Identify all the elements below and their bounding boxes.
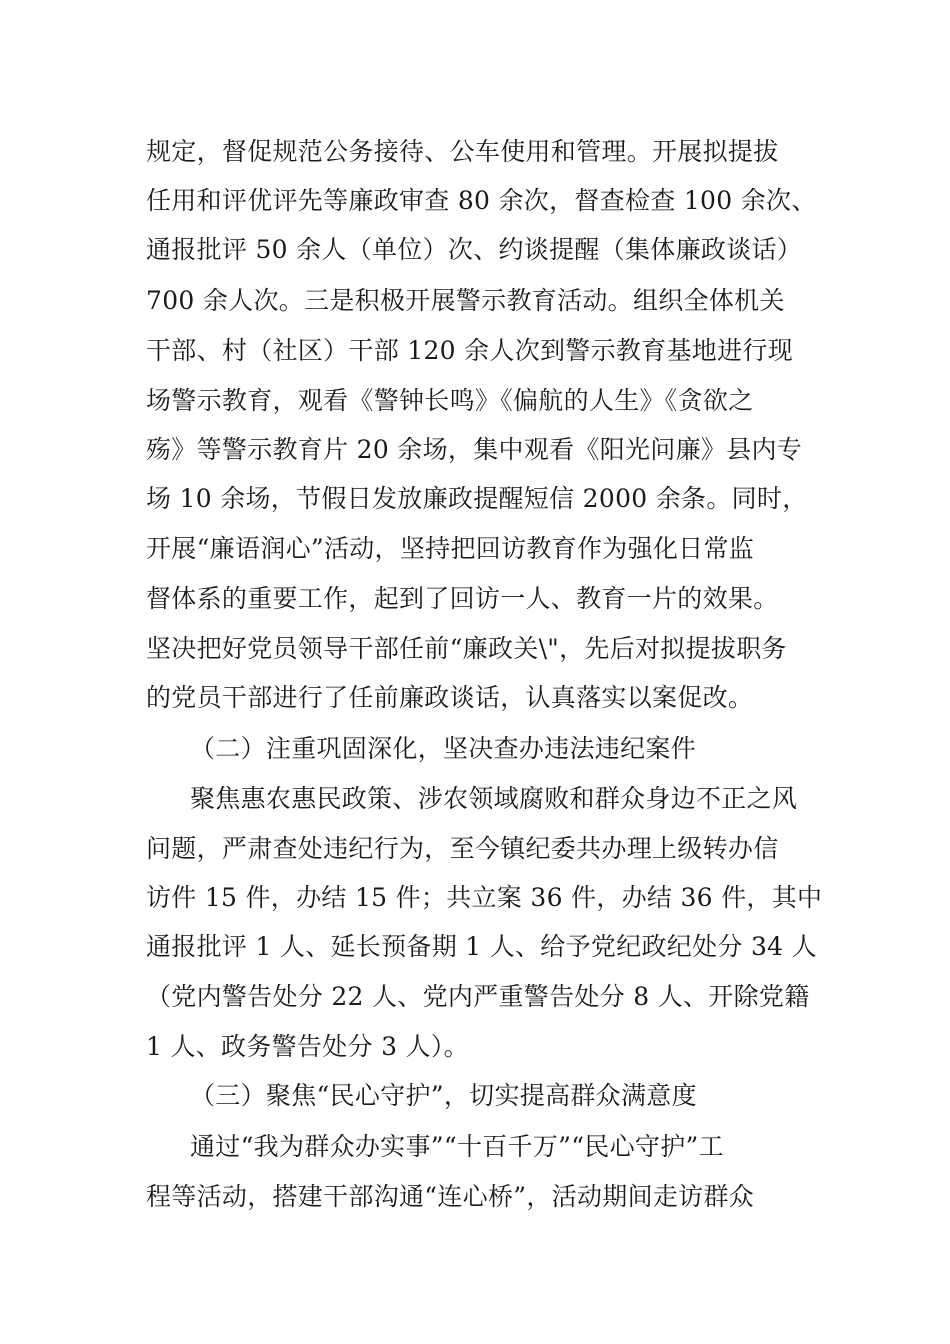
text-line: 场 10 余场，节假日发放廉政提醒短信 2000 余条。同时， xyxy=(146,484,808,513)
text-line: 通报批评 1 人、延长预备期 1 人、给予党纪政纪处分 34 人 xyxy=(146,932,817,961)
text-line: 访件 15 件，办结 15 件；共立案 36 件，办结 36 件，其中 xyxy=(146,883,823,912)
text-line: 督体系的重要工作，起到了回访一人、教育一片的效果。 xyxy=(146,584,779,613)
text-line: 问题，严肃查处违纪行为，至今镇纪委共办理上级转办信 xyxy=(146,834,779,863)
text-line: 1 人、政务警告处分 3 人）。 xyxy=(146,1032,469,1061)
text-line: 干部、村（社区）干部 120 余人次到警示教育基地进行现 xyxy=(146,336,794,365)
section-heading-3: （三）聚焦“民心守护”，切实提高群众满意度 xyxy=(190,1081,697,1110)
paragraph-first-line: 通过“我为群众办实事”“十百千万”“民心守护”工 xyxy=(190,1132,724,1161)
text-line: 700 余人次。三是积极开展警示教育活动。组织全体机关 xyxy=(146,286,785,315)
text-line: （党内警告处分 22 人、党内严重警告处分 8 人、开除党籍 xyxy=(146,982,810,1011)
text-line: 开展“廉语润心”活动，坚持把回访教育作为强化日常监 xyxy=(146,534,755,563)
section-heading-2: （二）注重巩固深化，坚决查办违法违纪案件 xyxy=(190,734,697,763)
text-line: 通报批评 50 余人（单位）次、约谈提醒（集体廉政谈话） xyxy=(146,235,803,264)
text-line: 的党员干部进行了任前廉政谈话，认真落实以案促改。 xyxy=(146,683,754,712)
text-line: 规定，督促规范公务接待、公车使用和管理。开展拟提拔 xyxy=(146,137,779,166)
text-line: 任用和评优评先等廉政审查 80 余次，督查检查 100 余次、 xyxy=(146,186,817,215)
text-line: 坚决把好党员领导干部任前“廉政关\"，先后对拟提拔职务 xyxy=(146,634,787,663)
text-line: 殇》等警示教育片 20 余场，集中观看《阳光问廉》县内专 xyxy=(146,435,803,464)
text-line: 场警示教育，观看《警钟长鸣》《偏航的人生》《贪欲之 xyxy=(146,386,754,415)
text-line: 程等活动，搭建干部沟通“连心桥”，活动期间走访群众 xyxy=(146,1182,755,1211)
paragraph-first-line: 聚焦惠农惠民政策、涉农领域腐败和群众身边不正之风 xyxy=(190,784,798,813)
